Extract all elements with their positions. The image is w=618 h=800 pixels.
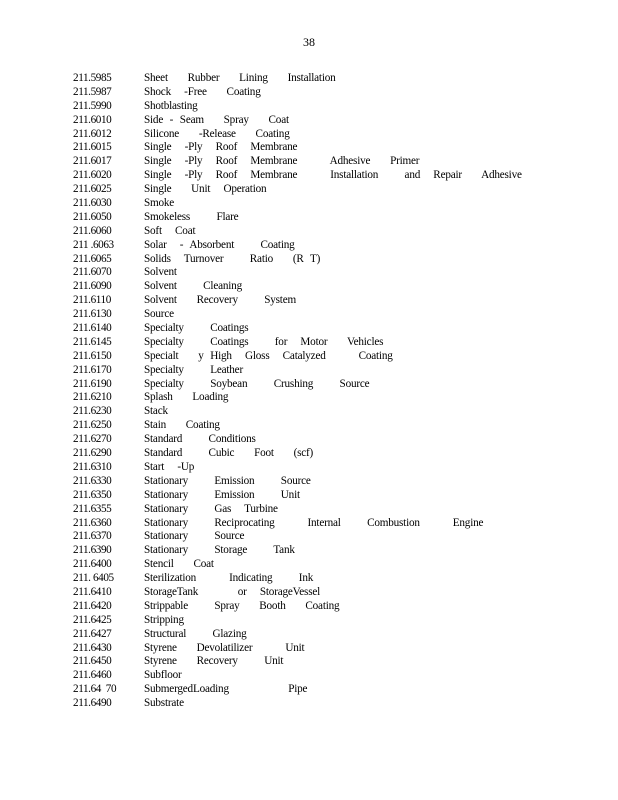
section-code: 211.6110	[73, 294, 111, 307]
term-label: Splash Loading	[144, 391, 229, 404]
list-item	[73, 72, 593, 86]
list-item	[73, 391, 593, 405]
term-label: Soft Coat	[144, 224, 196, 237]
term-label: Stationary Reciprocating Internal Combustion Engine	[144, 516, 484, 529]
term-label: SubmergedLoading Pipe	[144, 683, 308, 696]
section-code: 211.6130	[73, 308, 112, 321]
term-label: Structural Glazing	[144, 627, 247, 640]
section-code: 211.6010	[73, 113, 112, 126]
term-label: Stationary Emission Unit	[144, 488, 300, 501]
list-item	[73, 322, 593, 336]
list-item	[73, 86, 593, 100]
section-code: 211.6425	[73, 613, 112, 626]
section-code: 211.6210	[73, 391, 112, 404]
list-item	[73, 489, 593, 503]
list-item	[73, 419, 593, 433]
list-item	[73, 572, 593, 586]
term-label: Specialty Soybean Crushing Source	[144, 377, 370, 390]
term-label: Strippable Spray Booth Coating	[144, 599, 340, 612]
list-item	[73, 364, 593, 378]
list-item	[73, 544, 593, 558]
term-label: Stationary Source	[144, 530, 245, 543]
list-item	[73, 197, 593, 211]
list-item	[73, 405, 593, 419]
section-code: 211 .6063	[73, 238, 114, 251]
section-code: 211.6427	[73, 627, 112, 640]
list-item	[73, 503, 593, 517]
list-item	[73, 141, 593, 155]
list-item	[73, 378, 593, 392]
list-item	[73, 697, 593, 711]
term-label: Specialty Leather	[144, 363, 243, 376]
section-code: 211.6420	[73, 599, 112, 612]
section-code: 211.6030	[73, 197, 112, 210]
section-code: 211.6390	[73, 544, 112, 557]
list-item	[73, 517, 593, 531]
term-label: Styrene Recovery Unit	[144, 655, 284, 668]
section-code: 211.6270	[73, 433, 112, 446]
term-label: Specialty Coatings	[144, 322, 249, 335]
term-label: Solids Turnover Ratio (R T)	[144, 252, 321, 265]
term-label: Single -Ply Roof Membrane	[144, 141, 298, 154]
section-code: 211.5987	[73, 85, 112, 98]
term-label: Sheet Rubber Lining Installation	[144, 72, 336, 84]
term-label: Single Unit Operation	[144, 183, 267, 196]
page-number: 38	[303, 35, 315, 49]
term-label: Stationary Emission Source	[144, 474, 311, 487]
section-code: 211.6290	[73, 447, 112, 460]
section-code: 211.6065	[73, 252, 112, 265]
section-code: 211.6370	[73, 530, 112, 543]
list-item	[73, 114, 593, 128]
section-code: 211.5985	[73, 72, 112, 84]
list-item	[73, 239, 593, 253]
list-item	[73, 155, 593, 169]
list-item	[73, 655, 593, 669]
term-label: Stencil Coat	[144, 558, 214, 571]
section-code: 211.6450	[73, 655, 112, 668]
term-label: StorageTank or StorageVessel	[144, 585, 321, 598]
term-label: Stationary Gas Turbine	[144, 502, 278, 515]
term-label: Solvent	[144, 266, 177, 279]
section-code: 211.6360	[73, 516, 112, 529]
list-item	[73, 642, 593, 656]
section-code: 211.6355	[73, 502, 112, 515]
list-item	[73, 628, 593, 642]
list-item	[73, 558, 593, 572]
list-item	[73, 294, 593, 308]
term-label: Styrene Devolatilizer Unit	[144, 641, 305, 654]
list-item	[73, 266, 593, 280]
list-item	[73, 308, 593, 322]
list-item	[73, 169, 593, 183]
section-code: 211.6350	[73, 488, 112, 501]
section-code: 211.6050	[73, 210, 112, 223]
term-label: Solvent Cleaning	[144, 280, 242, 293]
section-code: 211.6140	[73, 322, 112, 335]
list-item	[73, 614, 593, 628]
list-item	[73, 128, 593, 142]
section-code: 211.6190	[73, 377, 112, 390]
list-item	[73, 183, 593, 197]
section-code: 211.6145	[73, 335, 112, 348]
section-code: 211.6150	[73, 349, 112, 362]
term-label: Smokeless Flare	[144, 210, 239, 223]
list-item	[73, 530, 593, 544]
section-code: 211.5990	[73, 99, 112, 112]
term-label: Solar - Absorbent Coating	[144, 238, 295, 251]
list-item	[73, 253, 593, 267]
section-code: 211.6015	[73, 141, 112, 154]
term-label: Source	[144, 308, 174, 321]
list-item	[73, 225, 593, 239]
term-label: Stationary Storage Tank	[144, 544, 295, 557]
section-code: 211.6430	[73, 641, 112, 654]
list-item	[73, 461, 593, 475]
list-item	[73, 586, 593, 600]
section-code: 211.6490	[73, 697, 112, 710]
section-code: 211.6170	[73, 363, 112, 376]
term-label: Specialt y High Gloss Catalyzed Coating	[144, 349, 393, 362]
term-label: Subfloor	[144, 669, 182, 682]
section-code: 211.6025	[73, 183, 112, 196]
term-label: Stripping	[144, 613, 184, 626]
section-code: 211.6012	[73, 127, 112, 140]
term-label: Shock -Free Coating	[144, 85, 261, 98]
section-code: 211.6310	[73, 460, 112, 473]
section-code: 211.6330	[73, 474, 112, 487]
list-item	[73, 447, 593, 461]
section-code: 211. 6405	[73, 572, 114, 585]
term-label: Standard Cubic Foot (scf)	[144, 447, 314, 460]
section-code: 211.64 70	[73, 683, 117, 696]
term-label: Specialty Coatings for Motor Vehicles	[144, 335, 384, 348]
list-item	[73, 600, 593, 614]
list-item	[73, 683, 593, 697]
term-label: Start -Up	[144, 460, 195, 473]
definition-index-list	[73, 72, 593, 711]
list-item	[73, 100, 593, 114]
term-label: Single -Ply Roof Membrane Installation and Repair Adhesive	[144, 169, 522, 182]
term-label: Sterilization Indicating Ink	[144, 572, 314, 585]
term-label: Shotblasting	[144, 99, 198, 112]
list-item	[73, 280, 593, 294]
term-label: Single -Ply Roof Membrane Adhesive Primer	[144, 155, 420, 168]
term-label: Solvent Recovery System	[144, 294, 296, 307]
term-label: Silicone -Release Coating	[144, 127, 290, 140]
list-item	[73, 669, 593, 683]
list-item	[73, 350, 593, 364]
section-code: 211.6017	[73, 155, 112, 168]
list-item	[73, 336, 593, 350]
term-label: Smoke	[144, 197, 175, 210]
section-code: 211.6060	[73, 224, 112, 237]
list-item	[73, 475, 593, 489]
list-item	[73, 433, 593, 447]
section-code: 211.6460	[73, 669, 112, 682]
section-code: 211.6020	[73, 169, 112, 182]
term-label: Standard Conditions	[144, 433, 256, 446]
term-label: Substrate	[144, 697, 184, 710]
section-code: 211.6250	[73, 419, 112, 432]
term-label: Side - Seam Spray Coat	[144, 113, 289, 126]
list-item	[73, 211, 593, 225]
term-label: Stack	[144, 405, 168, 418]
section-code: 211.6090	[73, 280, 112, 293]
section-code: 211.6410	[73, 585, 112, 598]
term-label: Stain Coating	[144, 419, 220, 432]
section-code: 211.6230	[73, 405, 112, 418]
section-code: 211.6070	[73, 266, 112, 279]
section-code: 211.6400	[73, 558, 112, 571]
